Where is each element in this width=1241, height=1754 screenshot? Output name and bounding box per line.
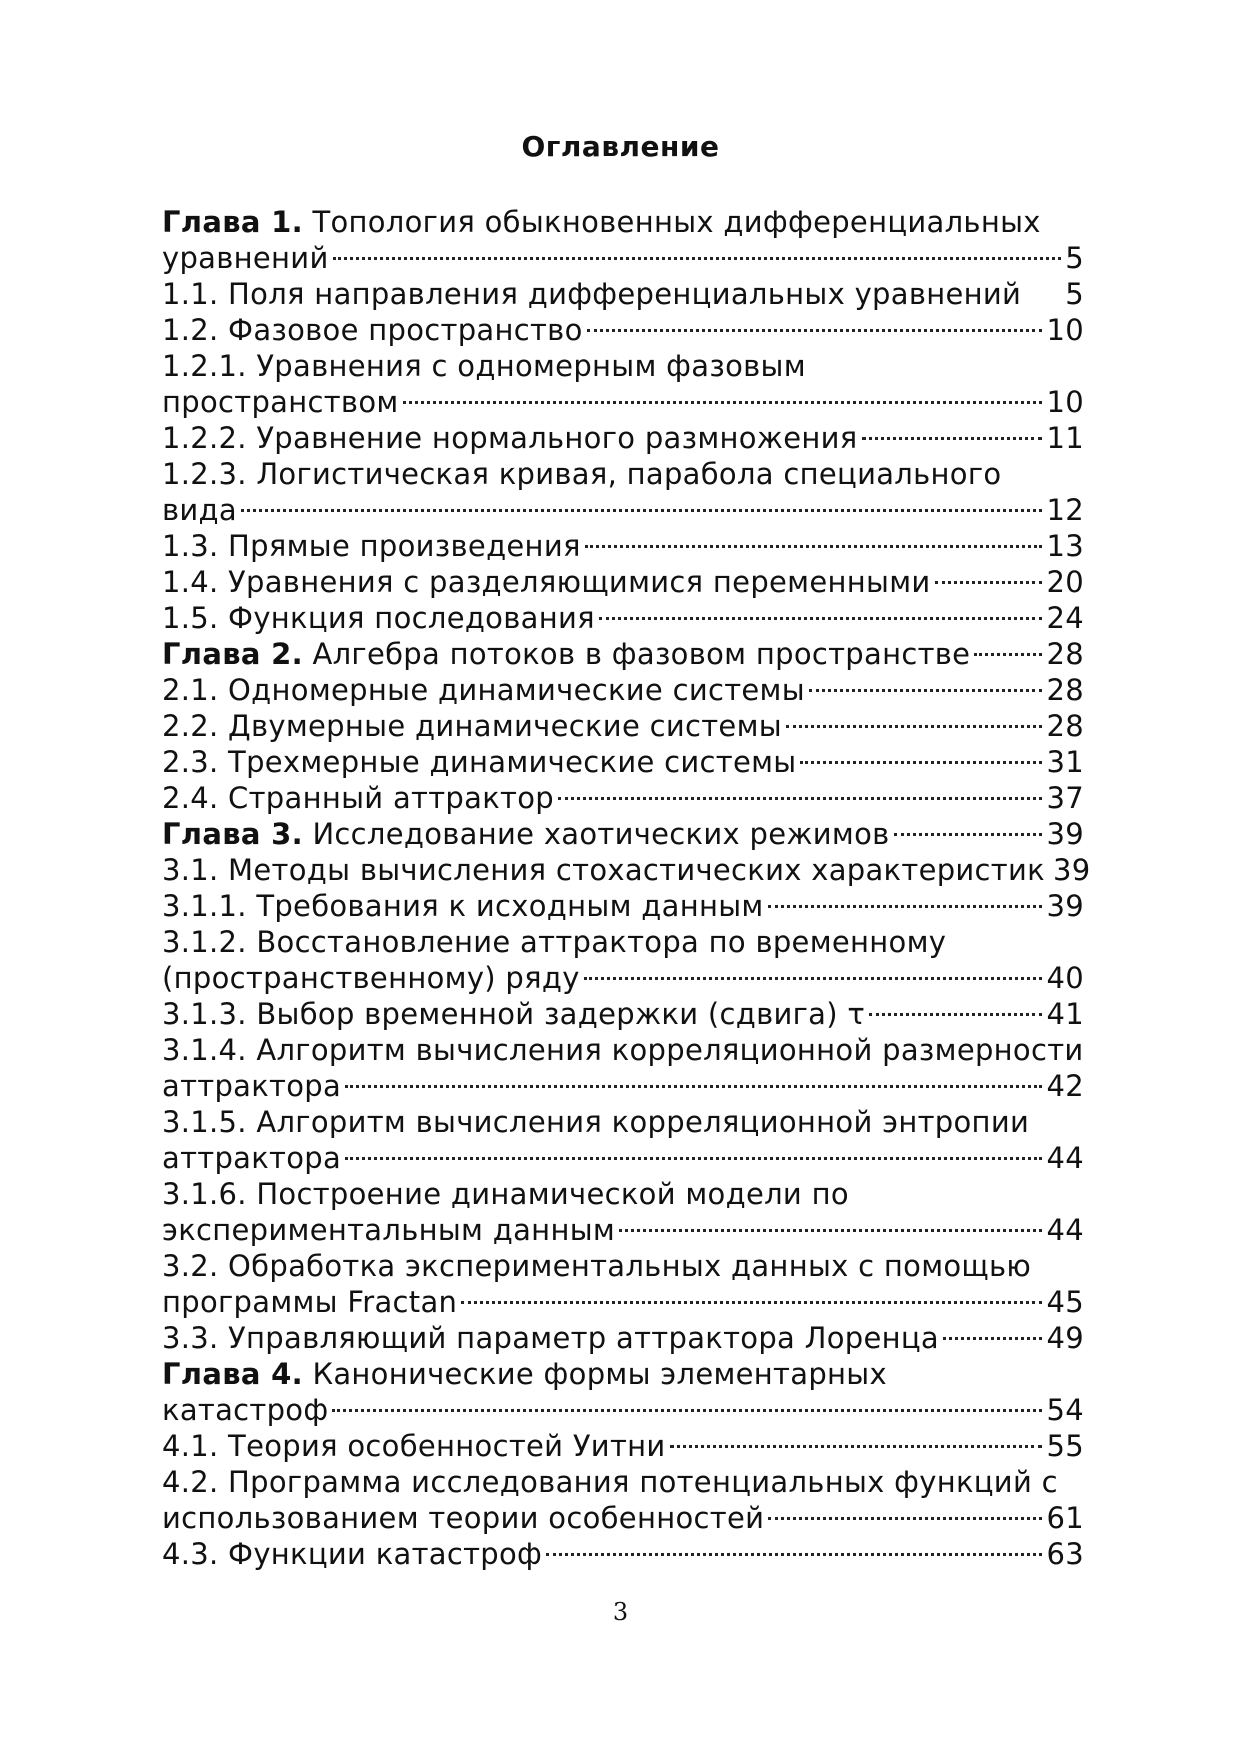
dot-leader [894, 833, 1043, 836]
toc-entry [162, 564, 1084, 600]
toc-page-number: 39 [1046, 889, 1084, 923]
dot-leader [546, 1553, 1042, 1556]
toc-entry [162, 1248, 1084, 1320]
dot-leader [768, 905, 1043, 908]
toc-entry [162, 636, 1084, 672]
toc-entry-title: 3.1.6. Построение динамической модели по [162, 1177, 849, 1211]
toc-page-number: 28 [1046, 709, 1084, 743]
dot-leader [241, 509, 1043, 512]
toc-entry-title: 1.2.3. Логистическая кривая, парабола специального [162, 457, 1002, 491]
toc-page-number: 10 [1046, 313, 1084, 347]
dot-leader [333, 257, 1062, 260]
toc-entry [162, 888, 1084, 924]
toc-entry-title: экспериментальным данным [162, 1213, 616, 1247]
toc-entry [162, 816, 1084, 852]
page-number: 3 [612, 1598, 629, 1626]
toc-entry [162, 1176, 1084, 1248]
toc-page-number: 28 [1046, 673, 1084, 707]
chapter-label: Глава 4. [162, 1357, 303, 1391]
toc-page-number: 63 [1046, 1537, 1084, 1571]
toc-entry-title: 3.1.4. Алгоритм вычисления корреляционной размерности [162, 1033, 1084, 1067]
toc-entry-title: 2.1. Одномерные динамические системы [162, 673, 805, 707]
toc-entry-title: аттрактора [162, 1141, 342, 1175]
toc-page-number: 42 [1046, 1069, 1084, 1103]
toc-entry-title: Алгебра потоков в фазовом пространстве [312, 637, 971, 671]
toc-page-number: 37 [1046, 781, 1084, 815]
toc-page-number: 28 [1046, 637, 1084, 671]
table-of-contents [162, 204, 1091, 1572]
toc-entry [162, 1536, 1084, 1572]
toc-entry [162, 420, 1084, 456]
toc-entry [162, 312, 1084, 348]
page-title: Оглавление [521, 130, 720, 163]
toc-entry-title: 4.1. Теория особенностей Уитни [162, 1429, 666, 1463]
toc-entry [162, 1320, 1084, 1356]
dot-leader [800, 761, 1042, 764]
dot-leader [461, 1301, 1042, 1304]
toc-entry-title: пространством [162, 385, 399, 419]
dot-leader [943, 1337, 1043, 1340]
toc-entry-title: уравнений [162, 241, 329, 275]
toc-entry [162, 276, 1084, 312]
dot-leader [332, 1409, 1042, 1412]
toc-entry-title: 1.4. Уравнения с разделяющимися переменными [162, 565, 931, 599]
toc-page-number: 31 [1046, 745, 1084, 779]
toc-entry [162, 1104, 1084, 1176]
dot-leader [786, 725, 1043, 728]
toc-page-number: 5 [1065, 277, 1084, 311]
toc-page-number: 13 [1046, 529, 1084, 563]
toc-entry [162, 1356, 1084, 1428]
toc-entry [162, 1464, 1084, 1536]
toc-entry-title: 3.1.5. Алгоритм вычисления корреляционной энтропии [162, 1105, 1030, 1139]
toc-entry [162, 204, 1084, 276]
toc-entry-title: 3.1.3. Выбор временной задержки (сдвига) τ [162, 997, 866, 1031]
toc-entry-title: Исследование хаотических режимов [312, 817, 890, 851]
toc-entry-title: (пространственному) ряду [162, 961, 580, 995]
dot-leader [619, 1229, 1042, 1232]
toc-entry [162, 924, 1084, 996]
toc-page-number: 12 [1046, 493, 1084, 527]
dot-leader [768, 1517, 1042, 1520]
toc-page-number: 44 [1046, 1213, 1084, 1247]
dot-leader [558, 797, 1043, 800]
toc-entry-title: 1.2.1. Уравнения с одномерным фазовым [162, 349, 806, 383]
dot-leader [670, 1445, 1043, 1448]
dot-leader [345, 1085, 1042, 1088]
toc-entry [162, 780, 1084, 816]
toc-entry-title: 4.3. Функции катастроф [162, 1537, 543, 1571]
chapter-label: Глава 3. [162, 817, 303, 851]
toc-entry-title: 3.1. Методы вычисления стохастических характеристик [162, 853, 1045, 887]
toc-entry-title: 3.1.2. Восстановление аттрактора по временному [162, 925, 947, 959]
dot-leader [935, 581, 1043, 584]
dot-leader [809, 689, 1043, 692]
toc-entry [162, 852, 1091, 888]
toc-entry [162, 996, 1084, 1032]
toc-entry-title: 1.2. Фазовое пространство [162, 313, 583, 347]
toc-entry-title: аттрактора [162, 1069, 342, 1103]
toc-page-number: 40 [1046, 961, 1084, 995]
toc-entry-title: 2.3. Трехмерные динамические системы [162, 745, 797, 779]
toc-entry-title: 1.1. Поля направления дифференциальных уравнений [162, 277, 1022, 311]
toc-entry-title: Канонические формы элементарных [312, 1357, 887, 1391]
toc-entry [162, 456, 1084, 528]
toc-entry-title: программы Fractan [162, 1285, 458, 1319]
toc-entry [162, 600, 1084, 636]
dot-leader [587, 329, 1043, 332]
toc-entry [162, 528, 1084, 564]
dot-leader [599, 617, 1043, 620]
dot-leader [974, 653, 1042, 656]
toc-page-number: 11 [1046, 421, 1084, 455]
toc-page-number: 10 [1046, 385, 1084, 419]
toc-entry [162, 1032, 1084, 1104]
toc-entry [162, 1428, 1084, 1464]
toc-entry-title: 3.1.1. Требования к исходным данным [162, 889, 764, 923]
toc-page-number: 55 [1046, 1429, 1084, 1463]
toc-page-number: 39 [1052, 853, 1091, 887]
toc-entry-title: 1.2.2. Уравнение нормального размножения [162, 421, 858, 455]
dot-leader [345, 1157, 1042, 1160]
toc-entry-title: 2.2. Двумерные динамические системы [162, 709, 782, 743]
toc-entry-title: Топология обыкновенных дифференциальных [312, 205, 1041, 239]
toc-page-number: 5 [1065, 241, 1084, 275]
toc-entry-title: 1.3. Прямые произведения [162, 529, 581, 563]
dot-leader [584, 977, 1043, 980]
toc-entry-title: катастроф [162, 1393, 329, 1427]
toc-page-number: 61 [1046, 1501, 1084, 1535]
dot-leader [862, 437, 1043, 440]
toc-page-number: 24 [1046, 601, 1084, 635]
toc-entry-title: использованием теории особенностей [162, 1501, 765, 1535]
toc-entry [162, 708, 1084, 744]
dot-leader [869, 1013, 1042, 1016]
chapter-label: Глава 2. [162, 637, 303, 671]
toc-page-number: 39 [1046, 817, 1084, 851]
toc-entry-title: вида [162, 493, 237, 527]
toc-page-number: 41 [1046, 997, 1084, 1031]
toc-page-number: 45 [1046, 1285, 1084, 1319]
dot-leader [403, 401, 1043, 404]
toc-entry [162, 744, 1084, 780]
toc-entry-title: 2.4. Странный аттрактор [162, 781, 554, 815]
toc-page-number: 20 [1046, 565, 1084, 599]
toc-entry-title: 1.5. Функция последования [162, 601, 595, 635]
toc-entry-title: 3.3. Управляющий параметр аттрактора Лоренца [162, 1321, 939, 1355]
toc-entry-title: 3.2. Обработка экспериментальных данных с помощью [162, 1249, 1032, 1283]
dot-leader [585, 545, 1043, 548]
toc-page-number: 49 [1046, 1321, 1084, 1355]
chapter-label: Глава 1. [162, 205, 303, 239]
toc-page-number: 54 [1046, 1393, 1084, 1427]
toc-entry [162, 348, 1084, 420]
toc-entry-title: 4.2. Программа исследования потенциальных функций с [162, 1465, 1058, 1499]
toc-page-number: 44 [1046, 1141, 1084, 1175]
toc-entry [162, 672, 1084, 708]
